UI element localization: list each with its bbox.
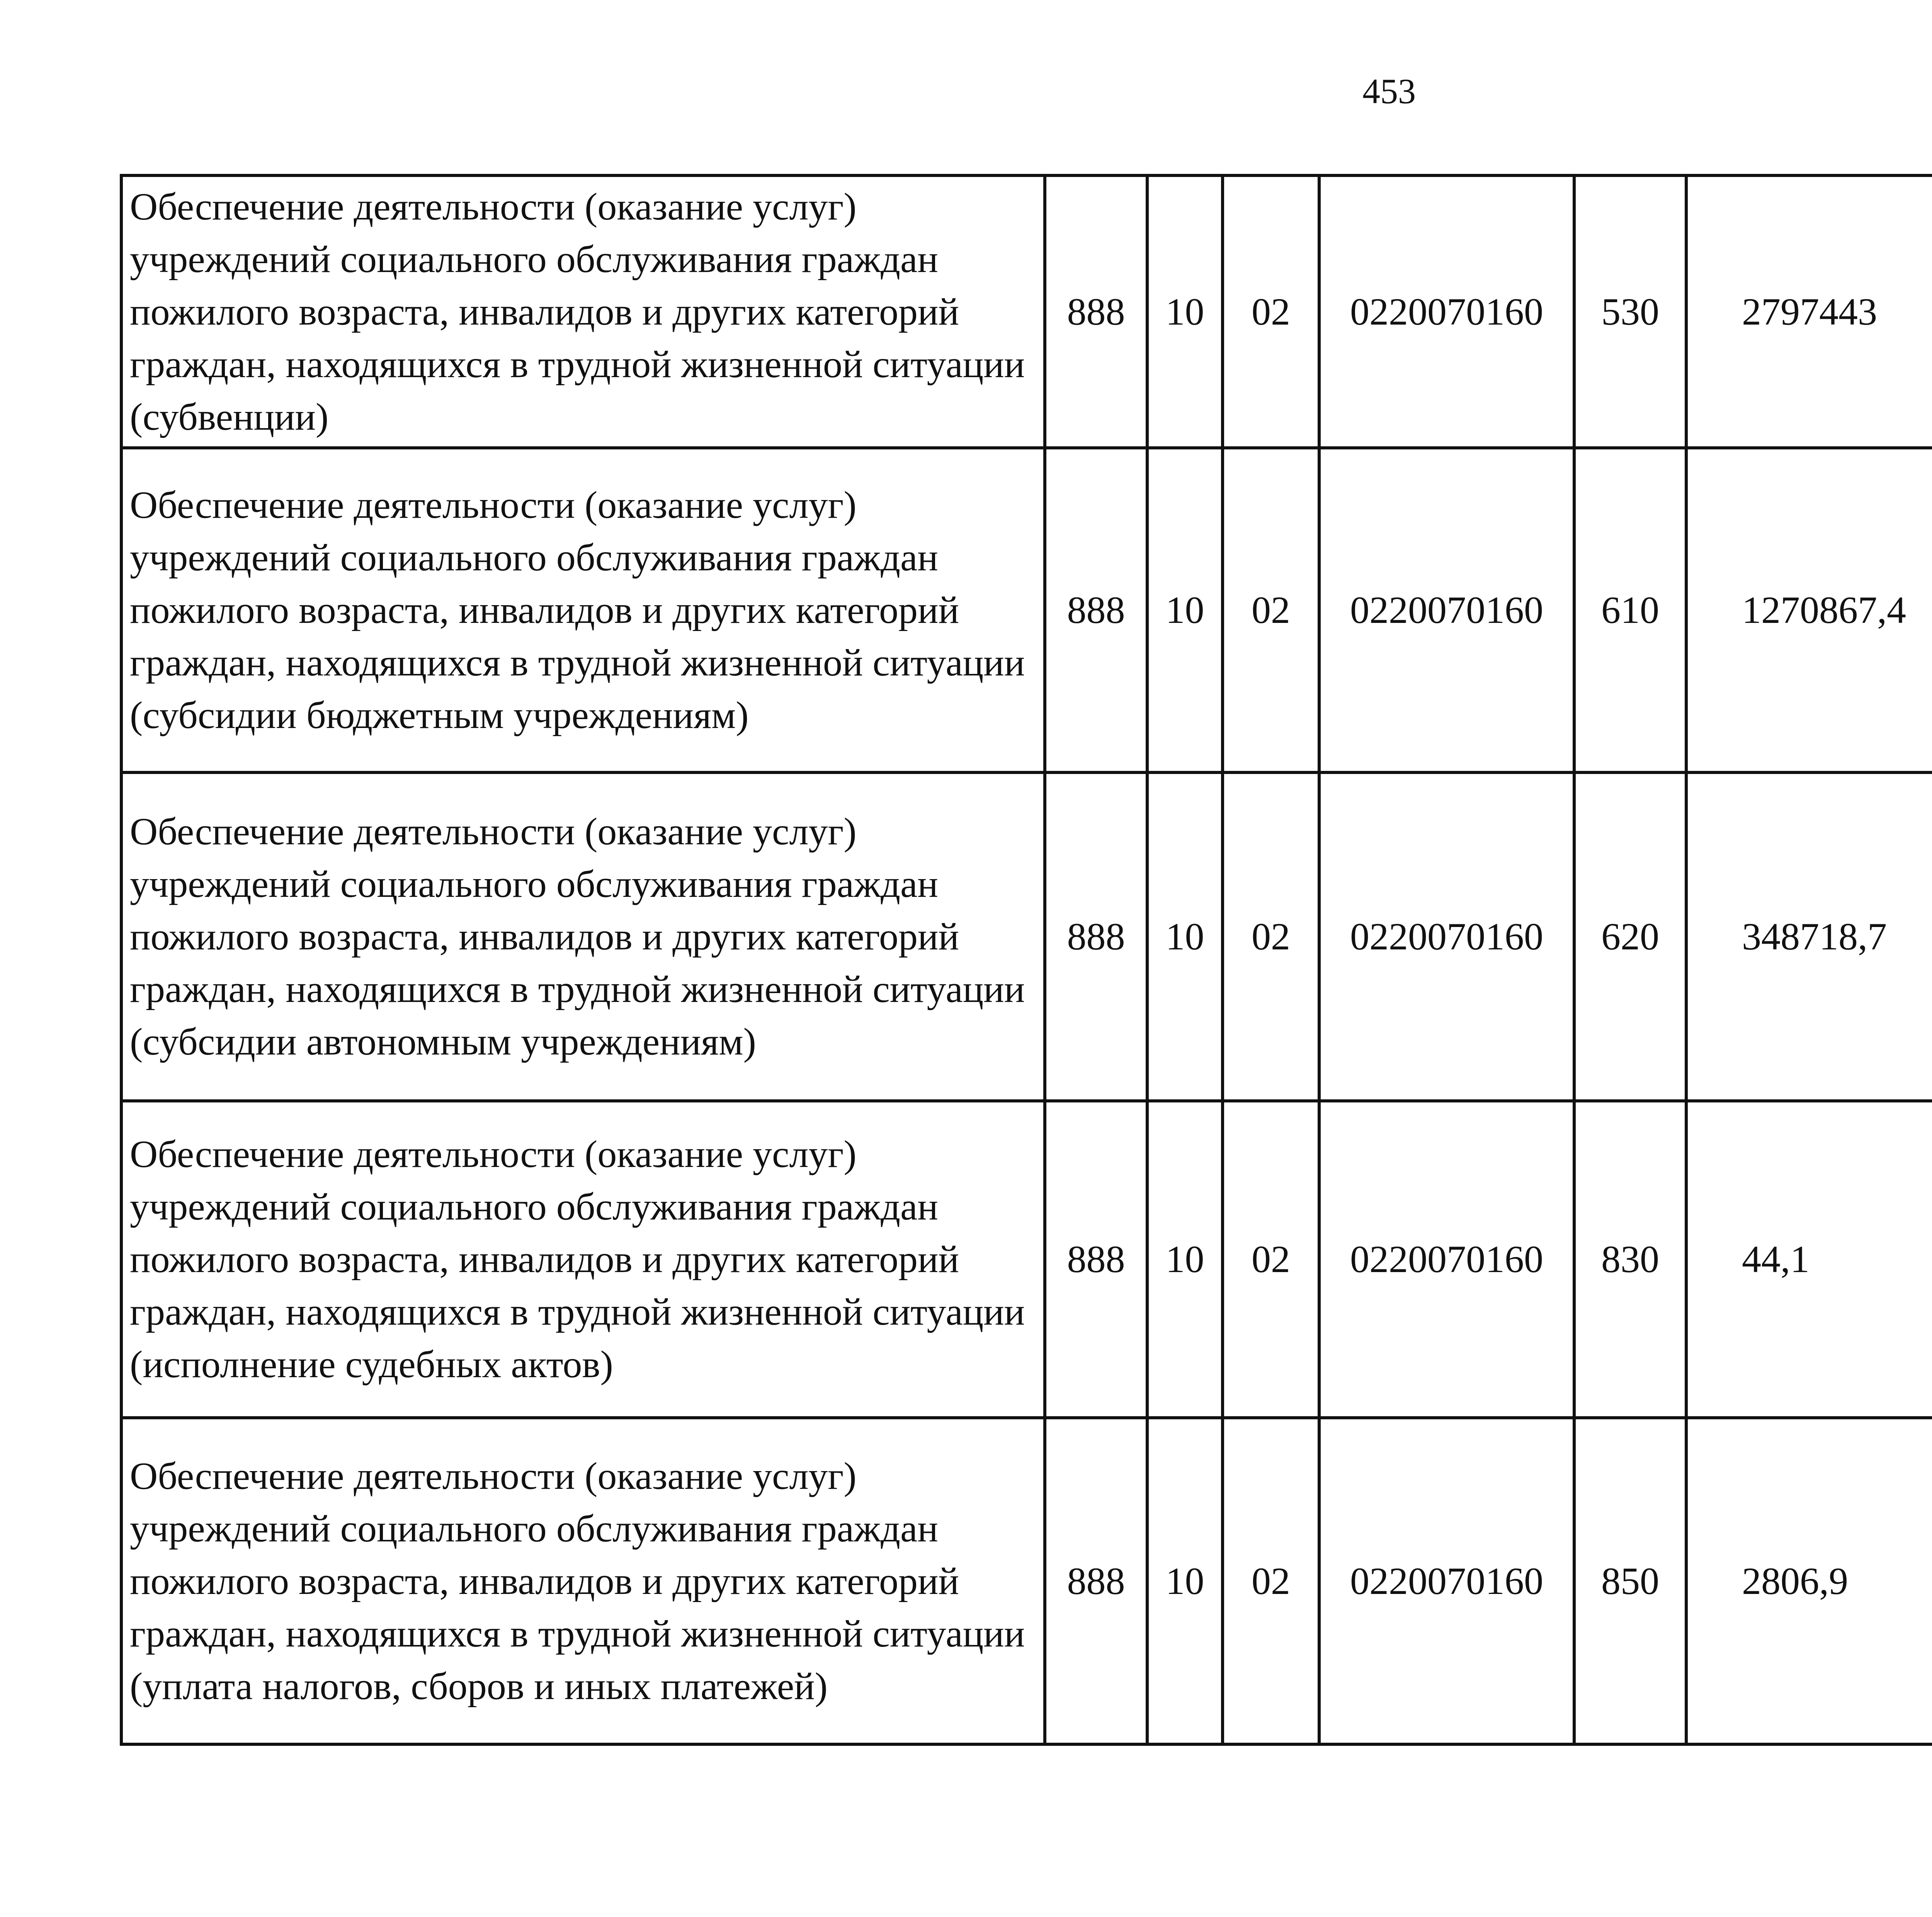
- section-code: 10: [1147, 772, 1223, 1101]
- page-number: 453: [1362, 71, 1416, 111]
- row-description: Обеспечение деятельности (оказание услуг) учреждений социального обслуживания граждан пожилого возраста, инвалидов и других категорий граждан, находящихся в трудной жизненной ситуации (исполнение судебных актов): [121, 1101, 1045, 1418]
- expense-type-code: 530: [1574, 175, 1686, 448]
- amount-1: 2797443: [1686, 175, 1932, 448]
- target-article-code: 0220070160: [1319, 772, 1574, 1101]
- table-row: [121, 1101, 1932, 1418]
- amount-1: 1270867,4: [1686, 448, 1932, 772]
- ministry-code: 888: [1045, 175, 1147, 448]
- section-code: 10: [1147, 175, 1223, 448]
- subsection-code: 02: [1223, 175, 1319, 448]
- amount-1: 2806,9: [1686, 1418, 1932, 1744]
- target-article-code: 0220070160: [1319, 1101, 1574, 1418]
- ministry-code: 888: [1045, 772, 1147, 1101]
- row-description: Обеспечение деятельности (оказание услуг) учреждений социального обслуживания граждан пожилого возраста, инвалидов и других категорий граждан, находящихся в трудной жизненной ситуации (субсидии бюджетным учреждениям): [121, 448, 1045, 772]
- subsection-code: 02: [1223, 1418, 1319, 1744]
- row-description: Обеспечение деятельности (оказание услуг) учреждений социального обслуживания граждан пожилого возраста, инвалидов и других категорий граждан, находящихся в трудной жизненной ситуации (субсидии автономным учреждениям): [121, 772, 1045, 1101]
- table-row: [121, 1418, 1932, 1744]
- expense-type-code: 610: [1574, 448, 1686, 772]
- budget-table: [120, 174, 1932, 1746]
- ministry-code: 888: [1045, 448, 1147, 772]
- amount-1: 348718,7: [1686, 772, 1932, 1101]
- target-article-code: 0220070160: [1319, 1418, 1574, 1744]
- table-row: [121, 772, 1932, 1101]
- subsection-code: 02: [1223, 772, 1319, 1101]
- subsection-code: 02: [1223, 1101, 1319, 1418]
- section-code: 10: [1147, 1418, 1223, 1744]
- subsection-code: 02: [1223, 448, 1319, 772]
- ministry-code: 888: [1045, 1101, 1147, 1418]
- expense-type-code: 850: [1574, 1418, 1686, 1744]
- table-row: [121, 175, 1932, 448]
- ministry-code: 888: [1045, 1418, 1147, 1744]
- section-code: 10: [1147, 1101, 1223, 1418]
- row-description: Обеспечение деятельности (оказание услуг) учреждений социального обслуживания граждан пожилого возраста, инвалидов и других категорий граждан, находящихся в трудной жизненной ситуации (уплата налогов, сборов и иных платежей): [121, 1418, 1045, 1744]
- section-code: 10: [1147, 448, 1223, 772]
- expense-type-code: 830: [1574, 1101, 1686, 1418]
- amount-1: 44,1: [1686, 1101, 1932, 1418]
- expense-type-code: 620: [1574, 772, 1686, 1101]
- row-description: Обеспечение деятельности (оказание услуг) учреждений социального обслуживания граждан пожилого возраста, инвалидов и других категорий граждан, находящихся в трудной жизненной ситуации (субвенции): [121, 175, 1045, 448]
- table-row: [121, 448, 1932, 772]
- target-article-code: 0220070160: [1319, 175, 1574, 448]
- target-article-code: 0220070160: [1319, 448, 1574, 772]
